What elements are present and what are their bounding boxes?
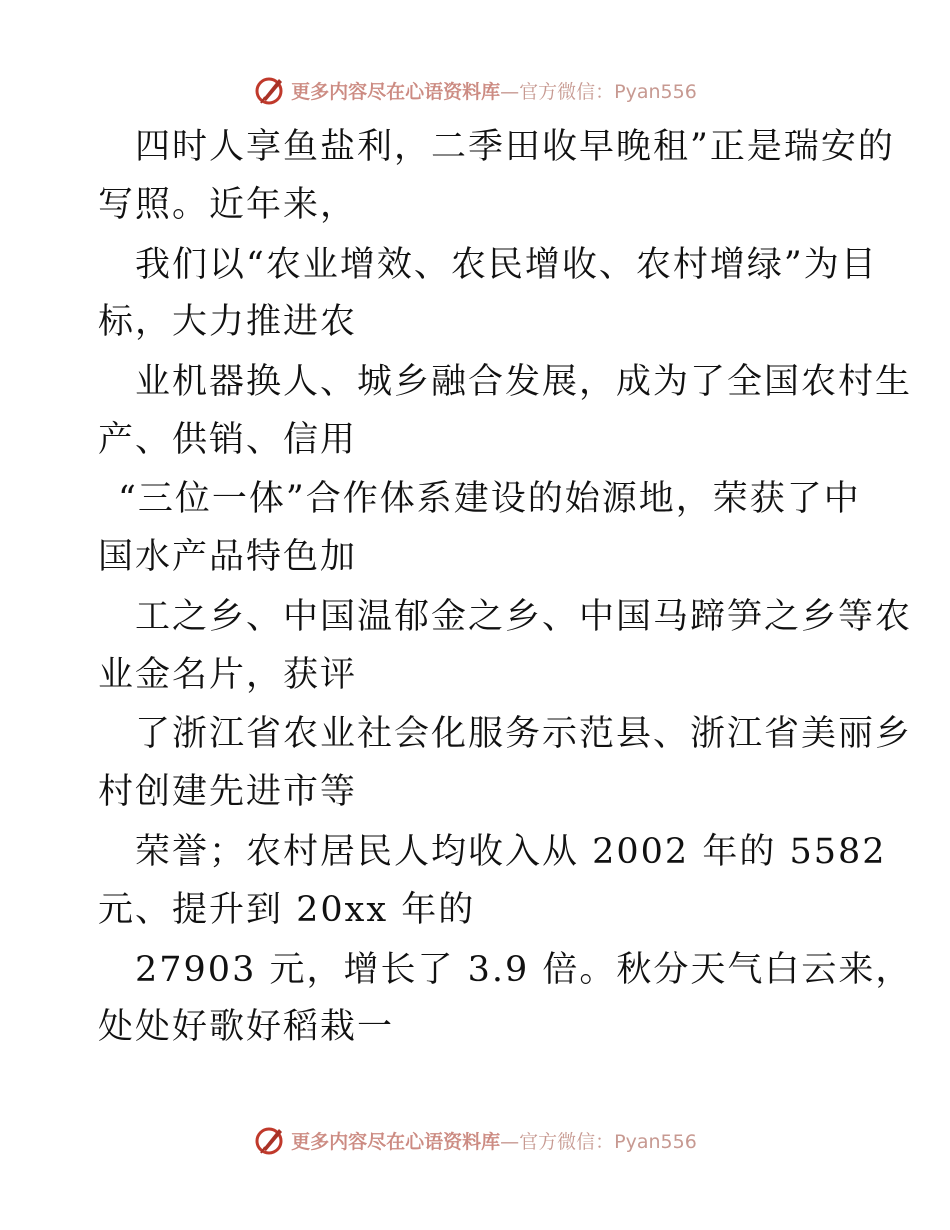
paragraph-line: 写照。近年来， [98,185,358,225]
watermark-text: 更多内容尽在心语资料库—官方微信：Pyan556 [291,1130,697,1153]
paragraph-line: 标，大力推进农 [98,302,358,342]
quill-pen-logo-icon [253,1123,287,1157]
quill-pen-logo-icon [253,73,287,107]
header-watermark [0,70,950,110]
paragraph-line: 27903 元，增长了 3.9 倍。秋分天气白云来， [135,950,913,990]
paragraph-line: 产、供销、信用 [98,420,358,460]
watermark-text: 更多内容尽在心语资料库—官方微信：Pyan556 [291,80,697,103]
paragraph-line: 我们以“农业增效、农民增收、农村增绿”为目 [135,245,878,285]
paragraph-line: 工之乡、中国温郁金之乡、中国马蹄笋之乡等农 [135,597,913,637]
footer-watermark [0,1120,950,1160]
paragraph-line: 村创建先进市等 [98,772,358,812]
paragraph-line: 处处好歌好稻栽一 [98,1007,395,1047]
paragraph-line: 荣誉；农村居民人均收入从 2002 年的 5582 [135,832,887,872]
paragraph-line: 业金名片，获评 [98,655,358,695]
paragraph-line: 国水产品特色加 [98,537,358,577]
paragraph-line: 四时人享鱼盐利，二季田收早晚租”正是瑞安的 [135,127,895,167]
paragraph-line: 业机器换人、城乡融合发展，成为了全国农村生 [135,362,913,402]
paragraph-line: 了浙江省农业社会化服务示范县、浙江省美丽乡 [135,714,913,754]
paragraph-line: “三位一体”合作体系建设的始源地，荣获了中 [118,479,861,519]
paragraph-line: 元、提升到 20xx 年的 [98,890,476,930]
